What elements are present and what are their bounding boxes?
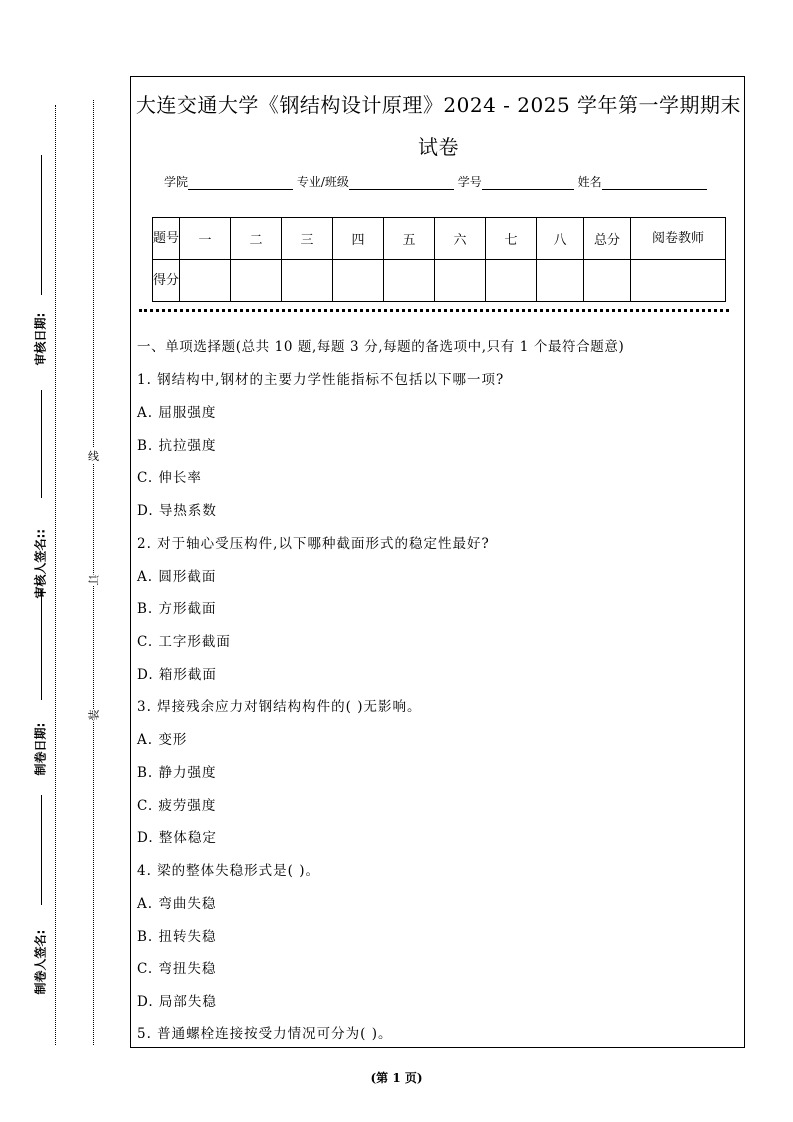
question-stem: 5. 普通螺栓连接按受力情况可分为( )。 — [137, 1026, 393, 1042]
line-mark: 线 — [88, 450, 99, 463]
college-label: 学院 — [164, 175, 189, 189]
col-total: 总分 — [584, 218, 631, 260]
score-cell[interactable] — [631, 260, 726, 302]
col-6: 六 — [435, 218, 486, 260]
option: A. 屈服强度 — [137, 405, 217, 421]
maker-date-underline — [41, 590, 42, 700]
option: B. 扭转失稳 — [137, 929, 217, 945]
major-blank[interactable] — [349, 177, 454, 190]
col-1: 一 — [180, 218, 231, 260]
score-table — [152, 217, 726, 302]
option: D. 整体稳定 — [137, 830, 217, 846]
score-table-header-row — [153, 218, 726, 260]
student-id-label: 学号 — [457, 175, 482, 189]
dotted-separator — [139, 309, 729, 312]
score-cell[interactable] — [180, 260, 231, 302]
name-label: 姓名 — [577, 175, 602, 189]
col-4: 四 — [333, 218, 384, 260]
option: D. 局部失稳 — [137, 994, 217, 1010]
name-blank[interactable] — [602, 177, 707, 190]
college-blank[interactable] — [188, 177, 293, 190]
score-cell[interactable] — [384, 260, 435, 302]
row-label-score: 得分 — [153, 260, 180, 302]
option: C. 疲劳强度 — [137, 798, 217, 814]
col-grader: 阅卷教师 — [631, 218, 726, 260]
major-label: 专业/班级 — [296, 175, 349, 189]
question-stem: 3. 焊接残余应力对钢结构构件的( )无影响。 — [137, 699, 422, 715]
score-cell[interactable] — [333, 260, 384, 302]
question-stem: 2. 对于轴心受压构件,以下哪种截面形式的稳定性最好? — [137, 536, 490, 552]
page-number: (第 1 页) — [370, 1071, 423, 1085]
col-5: 五 — [384, 218, 435, 260]
exam-title-line2: 试卷 — [418, 135, 459, 159]
row-label-question-no: 题号 — [153, 218, 180, 260]
reviewer-date-underline — [41, 155, 42, 295]
score-cell[interactable] — [537, 260, 584, 302]
exam-sheet — [130, 76, 745, 1048]
option: B. 方形截面 — [137, 601, 217, 617]
maker-sign-underline — [41, 795, 42, 905]
score-cell[interactable] — [231, 260, 282, 302]
binding-dotted-line-outer — [55, 105, 56, 1045]
student-id-blank[interactable] — [482, 177, 574, 190]
seal-mark: 装 — [87, 709, 101, 721]
question-stem: 1. 钢结构中,钢材的主要力学性能指标不包括以下哪一项? — [137, 372, 505, 388]
option: B. 静力强度 — [137, 765, 217, 781]
option: A. 圆形截面 — [137, 569, 217, 585]
bind-mark: 订 — [86, 574, 100, 586]
col-8: 八 — [537, 218, 584, 260]
reviewer-sign-label: 审核人签名:: — [33, 528, 48, 599]
option: B. 抗拉强度 — [137, 438, 217, 454]
score-cell[interactable] — [435, 260, 486, 302]
binding-dotted-line-inner — [93, 100, 94, 1045]
score-cell[interactable] — [282, 260, 333, 302]
score-cell[interactable] — [584, 260, 631, 302]
reviewer-sign-underline — [41, 390, 42, 498]
reviewer-date-label: 审核日期: — [33, 312, 48, 366]
section-heading: 一、单项选择题(总共 10 题,每题 3 分,每题的备选项中,只有 1 个最符合题意) — [137, 339, 625, 355]
col-2: 二 — [231, 218, 282, 260]
score-cell[interactable] — [486, 260, 537, 302]
question-stem: 4. 梁的整体失稳形式是( )。 — [137, 863, 320, 879]
option: D. 箱形截面 — [137, 667, 217, 683]
option: D. 导热系数 — [137, 503, 217, 519]
option: A. 弯曲失稳 — [137, 896, 217, 912]
exam-title-line1: 大连交通大学《钢结构设计原理》2024 - 2025 学年第一学期期末 — [135, 93, 742, 117]
option: C. 工字形截面 — [137, 634, 231, 650]
maker-sign-label: 制卷人签名: — [33, 929, 48, 995]
col-7: 七 — [486, 218, 537, 260]
col-3: 三 — [282, 218, 333, 260]
student-info-row — [164, 173, 707, 190]
option: A. 变形 — [137, 732, 188, 748]
option: C. 弯扭失稳 — [137, 961, 217, 977]
score-table-score-row — [153, 260, 726, 302]
maker-date-label: 制卷日期: — [33, 722, 48, 776]
option: C. 伸长率 — [137, 470, 202, 486]
